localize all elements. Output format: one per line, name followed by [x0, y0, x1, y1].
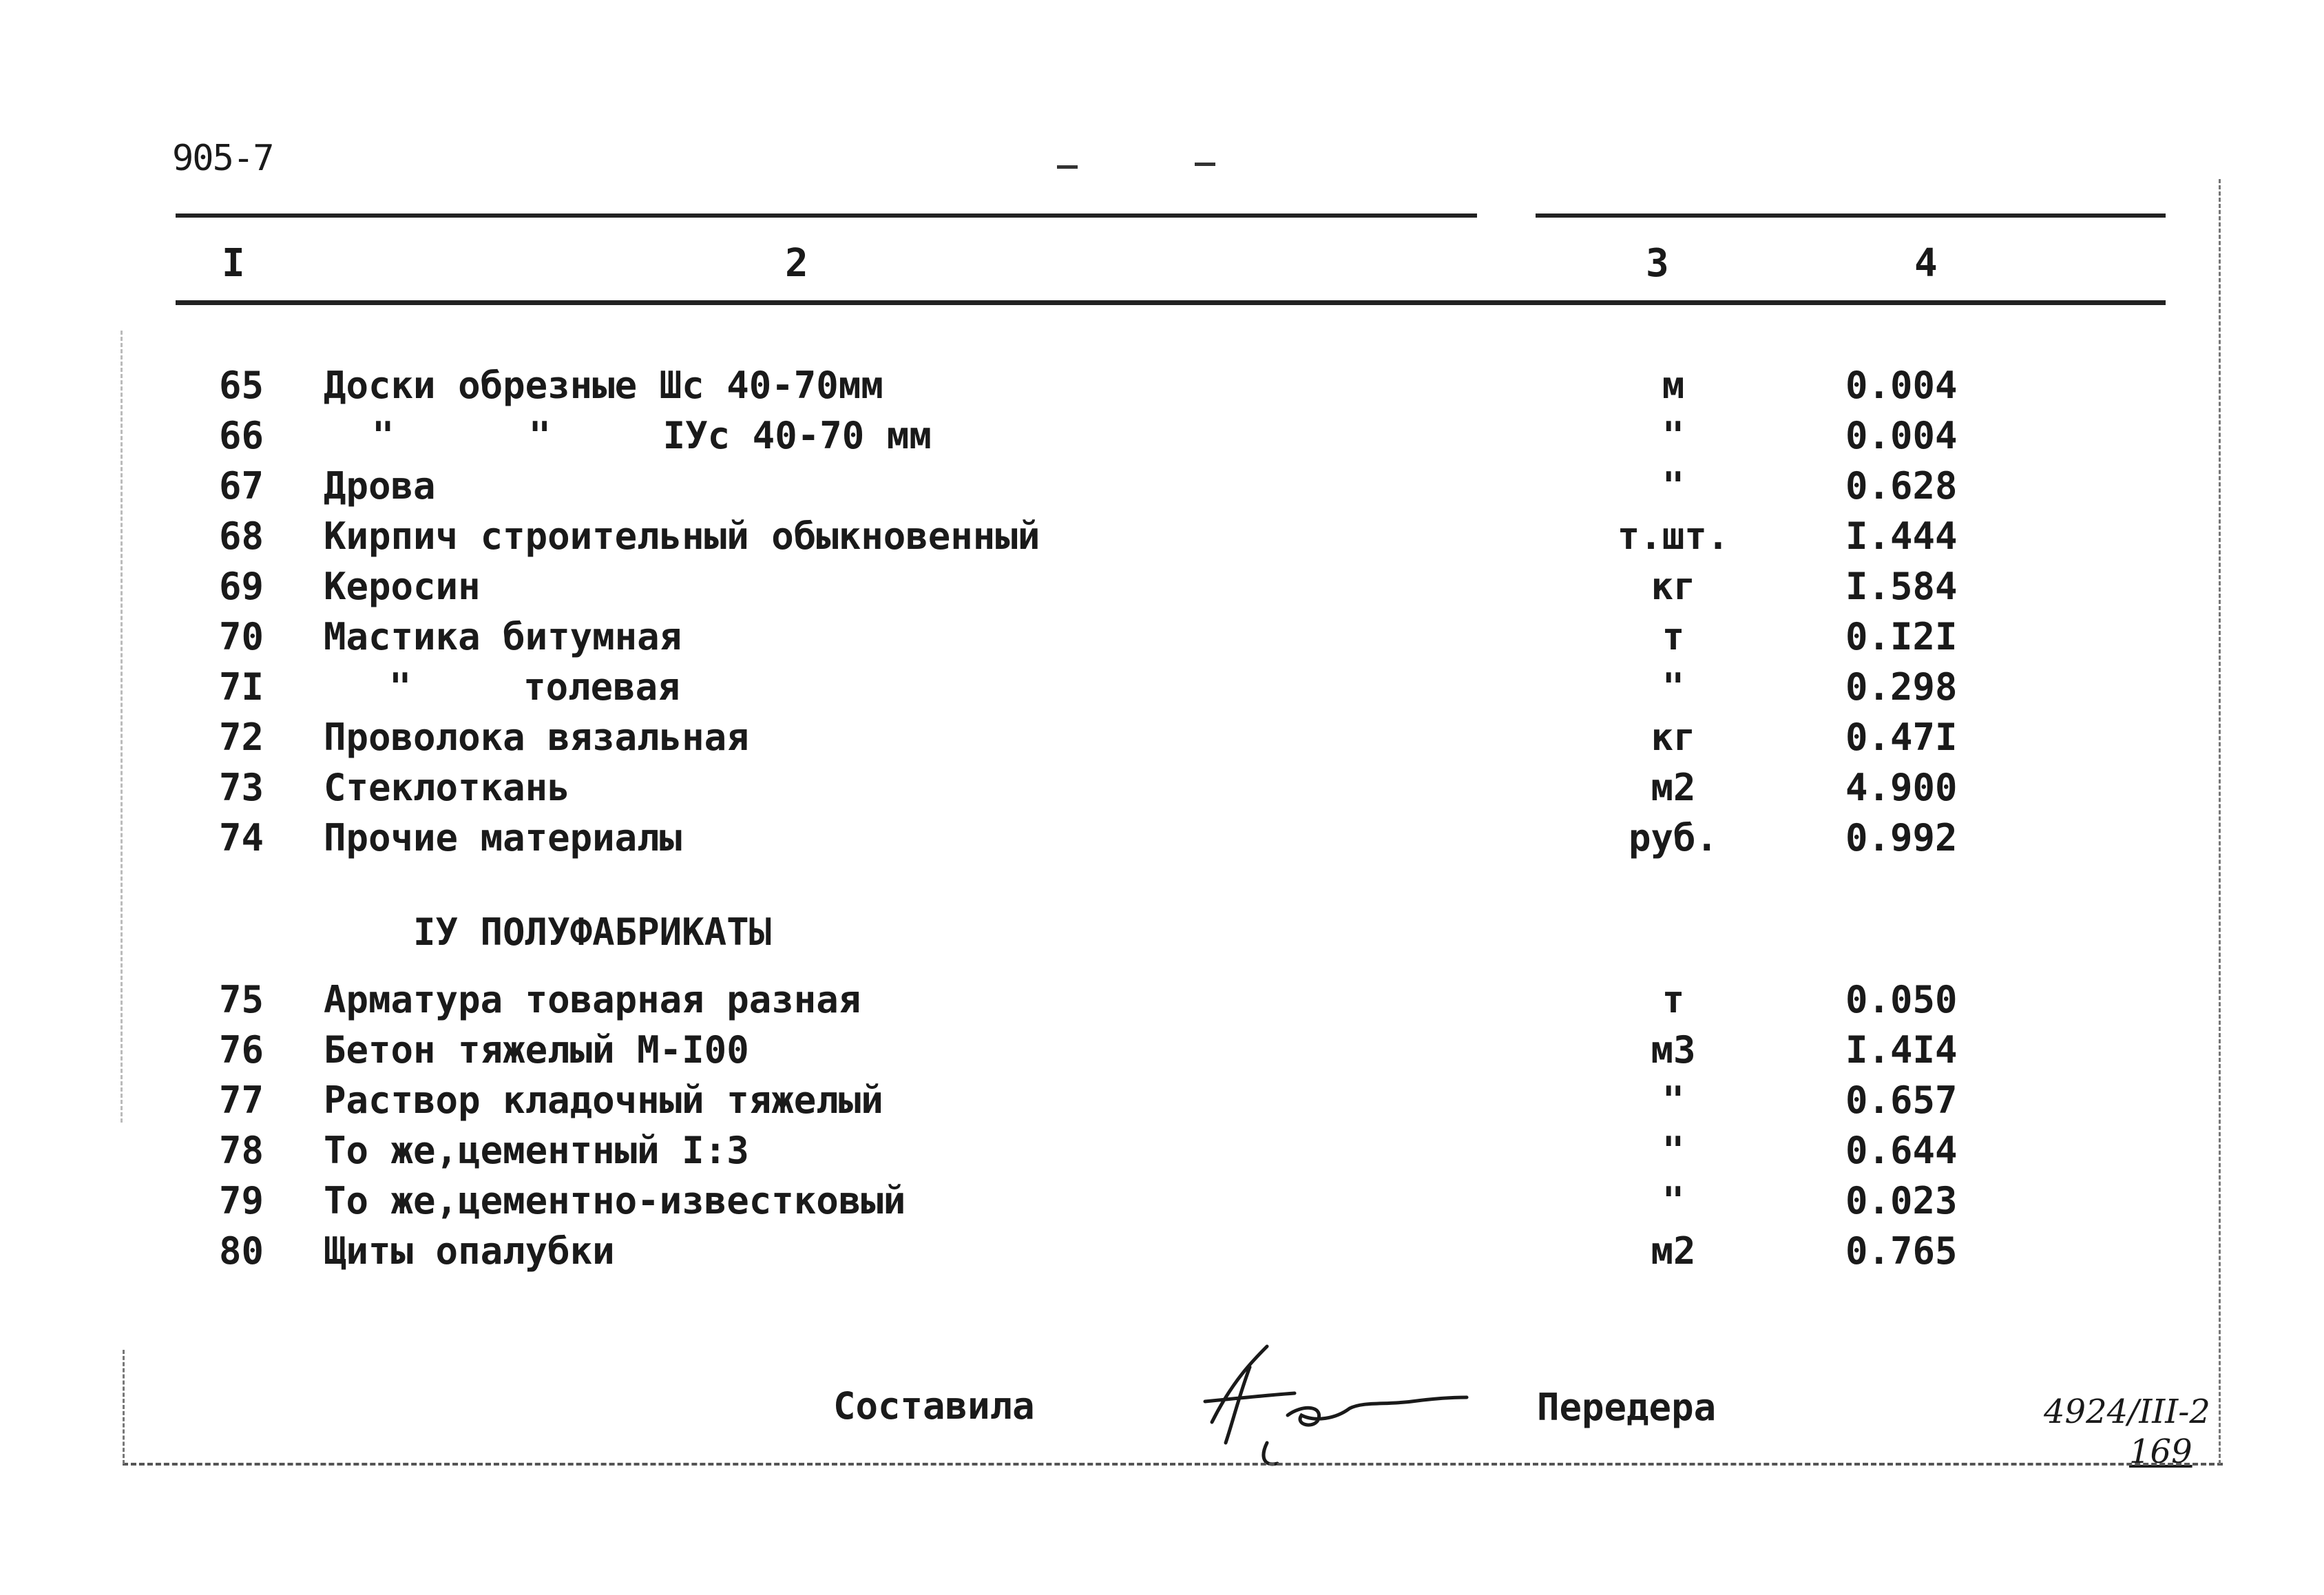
row-number: 73 — [219, 766, 264, 809]
section-title: IУ ПОЛУФАБРИКАТЫ — [413, 910, 772, 954]
compiler-name: Передера — [1537, 1386, 1717, 1429]
row-number: 70 — [219, 615, 264, 658]
table-row — [0, 414, 2324, 463]
row-number: 80 — [219, 1229, 264, 1273]
signature — [1184, 1339, 1474, 1477]
row-unit: " — [1662, 464, 1685, 508]
row-quantity: 0.644 — [1845, 1129, 1958, 1172]
table-row — [0, 978, 2324, 1028]
row-unit: кг — [1651, 565, 1696, 608]
row-quantity: 4.900 — [1845, 766, 1958, 809]
row-unit: м — [1662, 364, 1685, 407]
row-number: 75 — [219, 978, 264, 1021]
row-name: Проволока вязальная — [324, 716, 749, 759]
row-unit: " — [1662, 414, 1685, 457]
table-row — [0, 514, 2324, 564]
column-header-1: I — [222, 241, 245, 286]
row-unit: кг — [1651, 716, 1696, 759]
row-number: 66 — [219, 414, 264, 457]
table-row — [0, 1229, 2324, 1279]
table-top-rule-left — [176, 213, 1477, 218]
row-quantity: 0.47I — [1845, 716, 1958, 759]
row-name: Арматура товарная разная — [324, 978, 861, 1021]
row-unit: " — [1662, 1179, 1685, 1222]
row-number: 77 — [219, 1078, 264, 1122]
table-row — [0, 766, 2324, 815]
row-quantity: I.444 — [1845, 514, 1958, 558]
row-name: Кирпич строительный обыкновенный — [324, 514, 1040, 558]
row-quantity: 0.992 — [1845, 816, 1958, 859]
row-quantity: 0.023 — [1845, 1179, 1958, 1222]
row-name: Прочие материалы — [324, 816, 682, 859]
table-row — [0, 565, 2324, 614]
row-unit: м2 — [1651, 766, 1696, 809]
bottom-frame-line — [123, 1463, 2223, 1466]
table-row — [0, 615, 2324, 665]
row-quantity: I.4I4 — [1845, 1028, 1958, 1072]
row-unit: " — [1662, 665, 1685, 709]
row-quantity: 0.004 — [1845, 364, 1958, 407]
row-name: " толевая — [344, 665, 680, 709]
row-number: 67 — [219, 464, 264, 508]
row-unit: т.шт. — [1617, 514, 1730, 558]
row-unit: " — [1662, 1078, 1685, 1122]
table-row — [0, 665, 2324, 715]
compiled-by-label: Составила — [833, 1384, 1035, 1428]
row-quantity: 0.628 — [1845, 464, 1958, 508]
row-name: Бетон тяжелый М-I00 — [324, 1028, 749, 1072]
header-mark — [1057, 165, 1078, 169]
row-quantity: 0.I2I — [1845, 615, 1958, 658]
table-row — [0, 1078, 2324, 1128]
row-quantity: 0.004 — [1845, 414, 1958, 457]
document-code: 905-7 — [172, 138, 273, 179]
row-quantity: 0.657 — [1845, 1078, 1958, 1122]
archive-stamp-number: 4924/III-2 — [2044, 1393, 2210, 1431]
table-top-rule-right — [1536, 213, 2166, 218]
row-quantity: 0.050 — [1845, 978, 1958, 1021]
archive-page-number: 169 — [2129, 1432, 2192, 1471]
table-row — [0, 1129, 2324, 1178]
column-header-4: 4 — [1914, 241, 1938, 286]
left-frame-line — [123, 1350, 125, 1464]
row-quantity: 0.765 — [1845, 1229, 1958, 1273]
row-number: 78 — [219, 1129, 264, 1172]
row-number: 65 — [219, 364, 264, 407]
row-number: 72 — [219, 716, 264, 759]
table-row — [0, 464, 2324, 514]
table-row — [0, 1028, 2324, 1078]
row-unit: " — [1662, 1129, 1685, 1172]
row-quantity: I.584 — [1845, 565, 1958, 608]
row-unit: м3 — [1651, 1028, 1696, 1072]
right-frame-line — [2219, 179, 2221, 1464]
row-name: Стеклоткань — [324, 766, 570, 809]
row-number: 74 — [219, 816, 264, 859]
table-row — [0, 1179, 2324, 1229]
row-unit: руб. — [1628, 816, 1719, 859]
row-name: Мастика битумная — [324, 615, 682, 658]
row-name: " " IУс 40-70 мм — [372, 414, 932, 457]
row-number: 69 — [219, 565, 264, 608]
table-row — [0, 716, 2324, 765]
row-unit: т — [1662, 978, 1685, 1021]
row-name: Щиты опалубки — [324, 1229, 615, 1273]
row-name: Дрова — [324, 464, 436, 508]
header-mark — [1195, 163, 1215, 166]
row-number: 68 — [219, 514, 264, 558]
row-name: Керосин — [324, 565, 481, 608]
table-row — [0, 816, 2324, 866]
column-header-3: 3 — [1646, 241, 1669, 286]
row-quantity: 0.298 — [1845, 665, 1958, 709]
table-row — [0, 364, 2324, 413]
row-unit: т — [1662, 615, 1685, 658]
left-margin-ticks — [121, 331, 123, 1123]
row-name: То же,цементно-известковый — [324, 1179, 906, 1222]
column-header-2: 2 — [785, 241, 808, 286]
table-header-rule — [176, 300, 2166, 305]
row-number: 79 — [219, 1179, 264, 1222]
row-name: То же,цементный I:3 — [324, 1129, 749, 1172]
row-name: Раствор кладочный тяжелый — [324, 1078, 883, 1122]
row-number: 76 — [219, 1028, 264, 1072]
row-number: 7I — [219, 665, 264, 709]
row-name: Доски обрезные Шс 40-70мм — [324, 364, 883, 407]
row-unit: м2 — [1651, 1229, 1696, 1273]
